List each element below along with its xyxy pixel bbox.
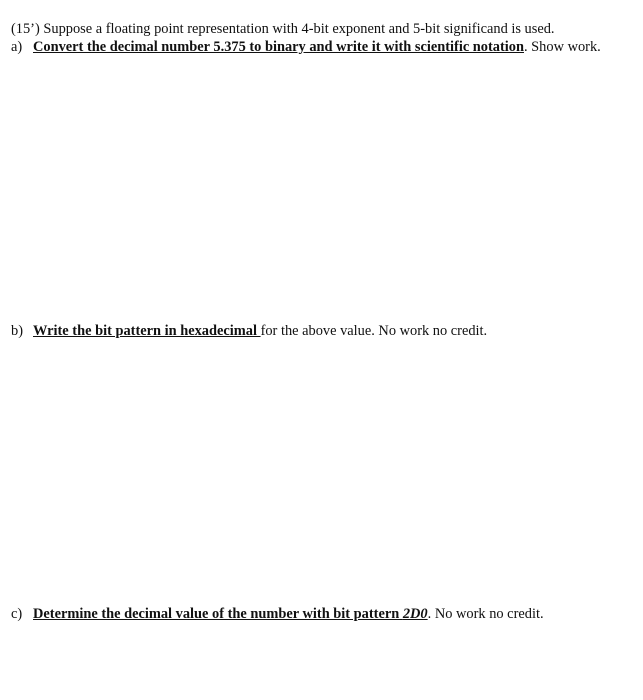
question-intro-text: (15’) Suppose a floating point representation with 4-bit exponent and 5-bit significand is used. (11, 21, 555, 37)
part-a-question (11, 38, 601, 56)
part-a-rest: . Show work. (523, 39, 601, 55)
part-a-label: a) (11, 39, 23, 55)
part-b-rest: for the above value. No work no credit. (260, 323, 488, 339)
part-b-question (11, 322, 487, 340)
part-b-label: b) (11, 323, 23, 339)
part-c-bit-pattern: 2D0 (402, 606, 428, 622)
question-intro (11, 20, 555, 38)
part-a-instruction: Convert the decimal number 5.375 to binary and write it with scientific notation (33, 39, 524, 55)
part-c-label: c) (11, 606, 23, 622)
part-c-instruction (33, 606, 428, 622)
part-c-question (11, 605, 544, 623)
part-b-instruction: Write the bit pattern in hexadecimal (33, 323, 261, 339)
part-c-rest: . No work no credit. (427, 606, 544, 622)
part-c-instruction-text: Determine the decimal value of the number with bit pattern (33, 606, 403, 622)
